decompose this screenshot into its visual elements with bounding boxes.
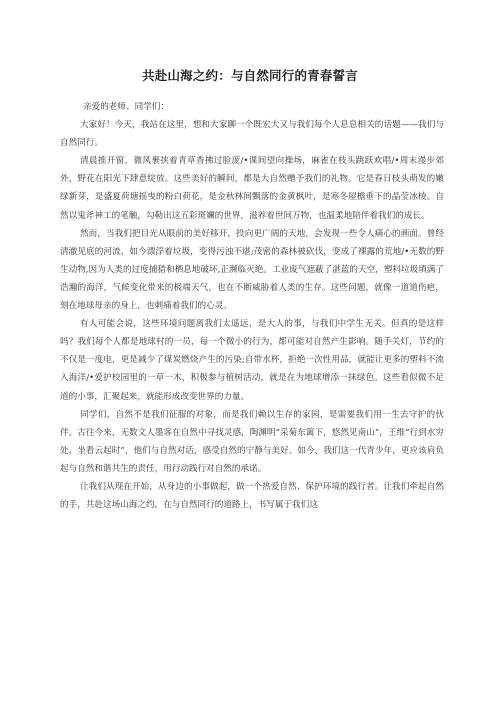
- paragraph-5: 同学们，自然不是我们征服的对象，而是我们赖以生存的家园，是需要我们用一生去守护的伙伴。古往今来，无数文人墨客在自然中寻找灵感，陶渊明“采菊东篱下，悠然见南山”，王维“行到水穷处，坐看云起时”，他们与自然对话，感受自然的宁静与美好。如今，我们这一代青少年，更应该肩负起与自然和谐共生的责任，用行动践行对自然的承诺。: [60, 409, 444, 474]
- document-title: 共赴山海之约：与自然同行的青春誓言: [142, 68, 358, 83]
- salutation: 亲爱的老师、同学们：: [83, 102, 169, 112]
- paragraph-1: 大家好！今天，我站在这里，想和大家聊一个既宏大又与我们每个人息息相关的话题——我们与自然同行。: [60, 120, 444, 149]
- paragraph-2: 清晨推开窗，微风裹挟着青草香拂过脸庞/•课间望向操场，麻雀在枝头跳跃欢唱/•周末漫步郊外，野花在阳光下肆意绽放。这些美好的瞬间，都是大自然赠予我们的礼物。它是春日枝头萌发的嫩绿新芽，是盛夏荷塘摇曳的粉白荷花，是金秋林间飘落的金黄枫叶，是寒冬屋檐垂下的晶莹冰棱。自然以鬼斧神工的笔触，勾勒出这五彩斑斓的世界，滋养着世间万物，也温柔地陪伴着我们的成长。: [60, 156, 444, 221]
- paragraph-3: 然而，当我们把目光从眼前的美好移开，投向更广阔的天地，会发现一些令人痛心的画面。曾经清澈见底的河流，如今漂浮着垃圾，变得污浊不堪;茂密的森林被砍伐，变成了裸露的荒地/•无数的野生动物,因为人类的过度捕猎和栖息地破坏,正濒临灭绝。工业废气遮蔽了湛蓝的天空，塑料垃圾填满了浩瀚的海洋，气候变化带来的极端天气，也在不断威胁着人类的生存。这些问题，就像一道道伤疤，刻在地球母亲的身上，也刺痛着我们的心灵。: [60, 228, 444, 312]
- paragraph-4: 有人可能会说，这些环境问题离我们太遥远，是大人的事，与我们中学生无关。但真的是这样吗？我们每个人都是地球村的一员，每一个微小的行为，都可能对自然产生影响。随手关灯，节约的不仅是一度电，更是减少了煤炭燃烧产生的污染;自带水杯，拒绝一次性用品，就能让更多的塑料不流入海洋/•爱护校园里的一草一木，积极参与植树活动，就是在为地球增添一抹绿色。这些看似微不足道的小事，汇聚起来，就能形成改变世界的力量。: [60, 319, 444, 402]
- paragraph-6: 让我们从现在开始，从身边的小事做起，做一个热爱自然、保护环境的践行者。让我们牵起自然的手，共赴这场山海之约，在与自然同行的道路上，书写属于我们这: [60, 481, 444, 511]
- document-body: [60, 98, 444, 514]
